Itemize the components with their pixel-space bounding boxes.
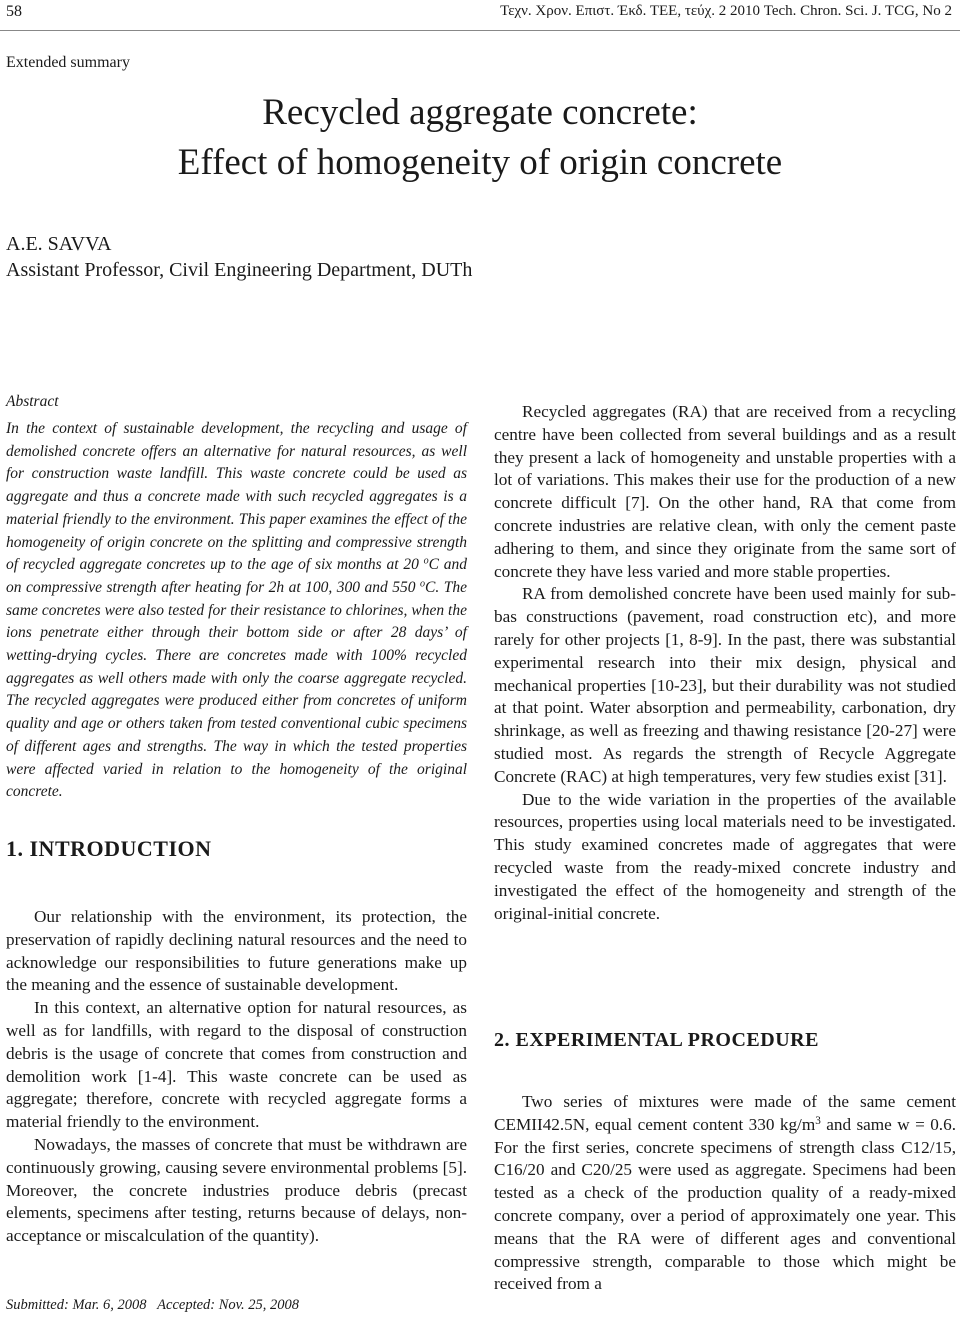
paragraph: [494, 1091, 956, 1296]
title-line-1: Recycled aggregate concrete:: [262, 92, 698, 133]
title-line-2: Effect of homogeneity of origin concrete: [177, 142, 783, 183]
cubic-superscript: 3: [815, 1114, 821, 1127]
section-label: Extended summary: [6, 54, 130, 71]
abstract-text-part-2: C and on compressive strength after heating for 2h at 100, 300 and 550: [6, 556, 467, 596]
abstract-text: [6, 418, 467, 804]
paragraph: In this context, an alternative option for natural resources, as well as for landfills, with regard to the disposal of construction debris is the usage of concrete that comes from construction and demolition work [1-4]. This waste concrete can be used as aggregate; therefore, concrete with recycled aggregate forms a material friendly to the environment.: [6, 998, 467, 1132]
abstract-heading: Abstract: [6, 393, 59, 410]
author-name: A.E. SAVVA: [6, 233, 112, 255]
paragraph: Nowadays, the masses of concrete that must be withdrawn are continuously growing, causing severe environmental problems [5]. Moreover, the concrete industries produce debris (precast elements, specimens after testing, returns because of delays, non-acceptance or miscalculation of the quantity).: [6, 1134, 467, 1246]
introduction-heading: 1. INTRODUCTION: [6, 836, 212, 861]
abstract-text-part-1: In the context of sustainable development, the recycling and usage of demolished concrete offers an alternative for natural resources, as well for construction waste landfill. This waste concrete could be used as aggregate and thus a concrete made with such recycled aggregates is a material friendly to the environment. This paper examines the effect of the homogeneity of origin concrete on the splitting and compressive strength of recycled aggregate concretes up to the age of six months at 20: [6, 420, 467, 574]
paragraph: Our relationship with the environment, its protection, the preservation of rapidly declining natural resources and the need to acknowledge our responsibilities to future generations make up the meaning and the essence of sustainable development.: [6, 907, 467, 995]
page-number: 58: [6, 3, 22, 20]
running-header: Τεχν. Χρον. Επιστ. Έκδ. ΤΕΕ, τεύχ. 2 2010 Tech. Chron. Sci. J. TCG, No 2: [500, 3, 952, 19]
paragraph: Recycled aggregates (RA) that are received from a recycling centre have been collected from several buildings and as a result they present a lack of homogeneity and unstable properties with a lot of variations. This makes their use for the production of a new concrete difficult [7]. On the other hand, RA that come from concrete industries are relative clean, with only the cement paste adhering to them, and since they originate from the same sort of concrete they have less varied and more stable properties.: [494, 402, 956, 581]
experimental-heading: 2. EXPERIMENTAL PROCEDURE: [494, 1029, 819, 1051]
paragraph: RA from demolished concrete have been used mainly for sub-bas constructions (pavement, road construction etc), and more rarely for other projects [1, 8-9]. In the past, there was substantial experimental research into their mix design, physical and mechanical properties [10-23], but their durability was not studied at that point. Water absorption and permeability, carbonation, dry shrinkage, as well as freezing and thawing resistance [20-27] were studied most. As regards the strength of Recycle Aggregate Concrete (RAC) at high temperatures, very few studies exist [31].: [494, 584, 956, 786]
introduction-body: [6, 906, 467, 1248]
paragraph: Due to the wide variation in the properties of the available resources, properties using local materials need to be investigated. This study examined concretes made of aggregates that were recycled waste from the ready-mixed concrete industry and investigated the effect of the homogeneity and strength of the original-initial concrete.: [494, 789, 956, 923]
paper-title: [0, 88, 960, 188]
submission-dates: Submitted: Mar. 6, 2008 Accepted: Nov. 25, 2008: [6, 1297, 300, 1313]
degree-superscript: o: [423, 555, 429, 567]
author-affiliation: Assistant Professor, Civil Engineering Department, DUTh: [6, 259, 473, 281]
degree-superscript: o: [420, 578, 426, 590]
experimental-body: [494, 1091, 956, 1296]
right-column-body: [494, 401, 956, 925]
experimental-text-part-1: Two series of mixtures were made of the same cement CEMII42.5N, equal cement content 330 kg/m: [494, 1092, 956, 1134]
abstract-text-part-3: C. The same concretes were also tested for their resistance to chlorines, when the ions penetrate either through their bottom side or after 28 days’ of wetting-drying cycles. There are concretes made with 100% recycled aggregates as well others made with only the coarse aggregate recycled. The recycled aggregates were produced either from concretes of uniform quality and age or others taken from tested conventional cubic specimens of different ages and strengths. The way in which the tested properties were affected varied in relation to the homogeneity of the original concrete.: [6, 578, 467, 801]
header-rule: [0, 30, 960, 31]
experimental-text-part-2: and same w = 0.6. For the first series, concrete specimens of strength class C12/15, C16/20 and C20/25 were used as aggregate. Specimens had been tested as a check of the production quality of a ready-mixed concrete company, over a period of approximately one year. This means that the RA were of different ages and conventional compressive strength, comparable to those which might be received from a: [494, 1114, 956, 1294]
